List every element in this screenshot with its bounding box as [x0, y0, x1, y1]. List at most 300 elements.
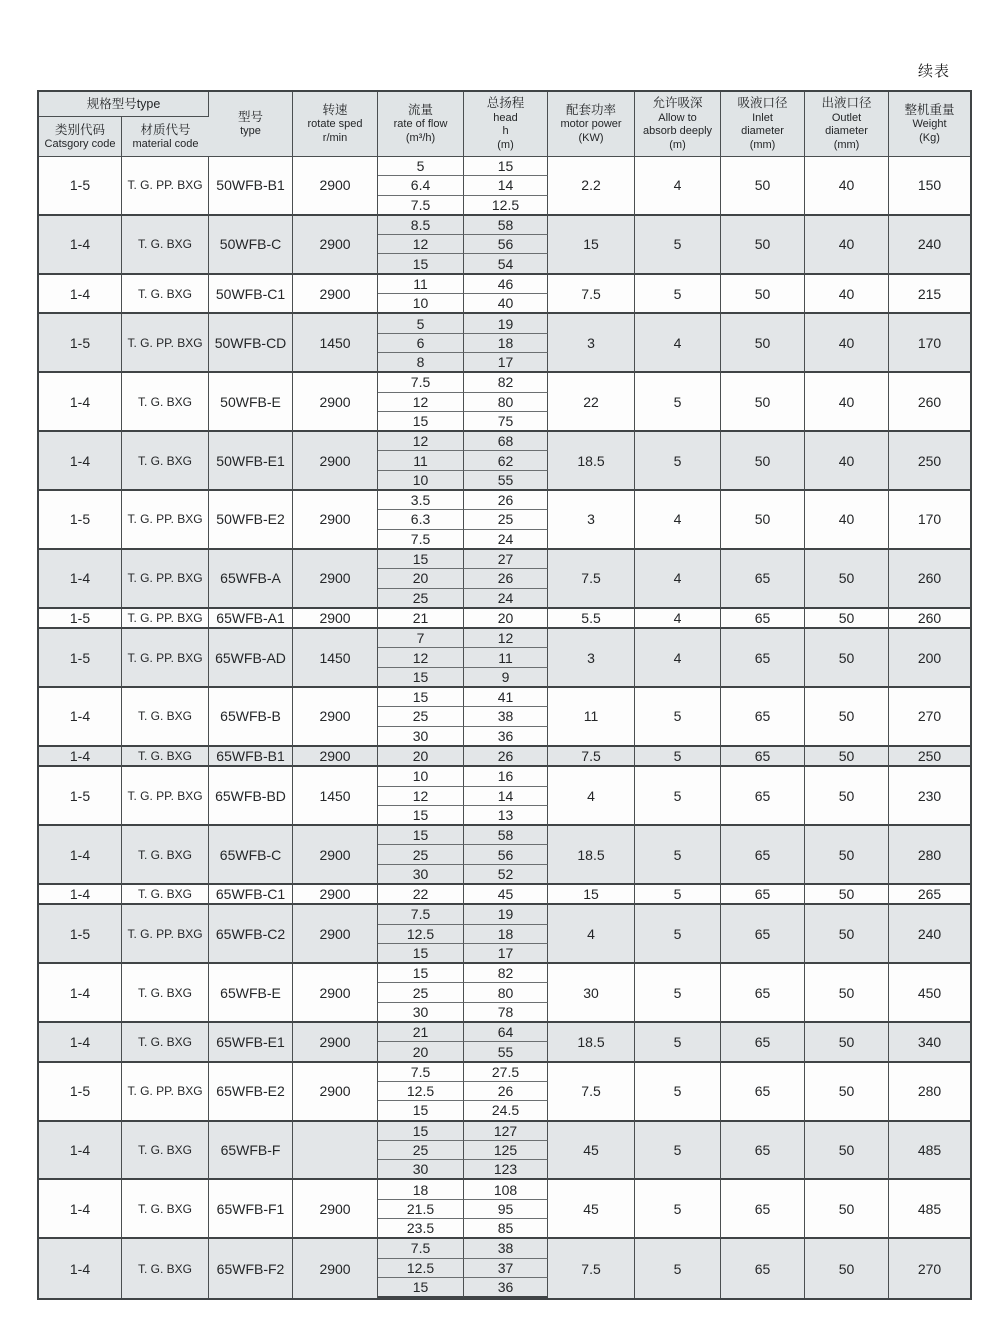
motor-power-cell: 3 — [548, 491, 635, 550]
head-value-cell: 80 — [464, 393, 548, 412]
weight-cell: 260 — [889, 550, 970, 609]
header-category-code: 类别代码 Catsgory code — [39, 117, 122, 157]
category-code-cell: 1-4 — [39, 826, 122, 885]
head-value-cell: 19 — [464, 905, 548, 924]
flow-value-cell: 8 — [378, 353, 464, 373]
rotate-speed-cell: 2900 — [293, 1063, 378, 1122]
table-row — [39, 432, 970, 451]
category-code-cell: 1-4 — [39, 550, 122, 609]
weight-cell: 240 — [889, 216, 970, 275]
model-cell: 65WFB-E2 — [209, 1063, 293, 1122]
weight-cell: 230 — [889, 767, 970, 826]
head-value-cell: 13 — [464, 806, 548, 826]
outlet-diameter-cell: 50 — [805, 688, 889, 747]
flow-value-cell: 20 — [378, 1042, 464, 1062]
outlet-diameter-cell: 40 — [805, 216, 889, 275]
flow-value-cell: 30 — [378, 865, 464, 885]
rotate-speed-cell: 2900 — [293, 609, 378, 629]
suction-depth-cell: 5 — [635, 1023, 721, 1063]
material-code-cell: T. G. BXG — [122, 432, 209, 491]
model-cell: 65WFB-B1 — [209, 747, 293, 767]
category-code-cell: 1-4 — [39, 373, 122, 432]
category-code-cell: 1-5 — [39, 767, 122, 826]
head-value-cell: 78 — [464, 1003, 548, 1023]
table-row — [39, 1239, 970, 1258]
flow-value-cell: 7.5 — [378, 373, 464, 392]
inlet-diameter-cell: 65 — [721, 609, 805, 629]
flow-value-cell: 10 — [378, 294, 464, 314]
rotate-speed-cell — [293, 1122, 378, 1181]
head-value-cell: 68 — [464, 432, 548, 451]
inlet-diameter-cell: 65 — [721, 905, 805, 964]
material-code-cell: T. G. BXG — [122, 1023, 209, 1063]
head-value-cell: 56 — [464, 235, 548, 254]
header-weight: 整机重量 Weight (Kg) — [889, 92, 970, 157]
weight-cell: 270 — [889, 1239, 970, 1298]
head-value-cell: 26 — [464, 1082, 548, 1101]
weight-cell: 260 — [889, 373, 970, 432]
material-code-cell: T. G. BXG — [122, 275, 209, 315]
head-value-cell: 64 — [464, 1023, 548, 1042]
flow-value-cell: 21.5 — [378, 1200, 464, 1219]
continued-table-label: 续表 — [917, 63, 950, 80]
outlet-diameter-cell: 50 — [805, 1063, 889, 1122]
inlet-diameter-cell: 50 — [721, 157, 805, 216]
rotate-speed-cell: 2900 — [293, 275, 378, 315]
material-code-cell: T. G. PP. BXG — [122, 609, 209, 629]
flow-value-cell: 7.5 — [378, 530, 464, 550]
category-code-cell: 1-4 — [39, 216, 122, 275]
rotate-speed-cell: 2900 — [293, 826, 378, 885]
suction-depth-cell: 5 — [635, 1180, 721, 1239]
category-code-cell: 1-4 — [39, 1180, 122, 1239]
head-value-cell: 26 — [464, 747, 548, 767]
flow-value-cell: 30 — [378, 727, 464, 747]
head-value-cell: 82 — [464, 964, 548, 983]
flow-value-cell: 15 — [378, 806, 464, 826]
motor-power-cell: 2.2 — [548, 157, 635, 216]
material-code-cell: T. G. PP. BXG — [122, 767, 209, 826]
flow-value-cell: 10 — [378, 471, 464, 491]
material-code-cell: T. G. BXG — [122, 373, 209, 432]
inlet-diameter-cell: 65 — [721, 885, 805, 905]
model-cell: 50WFB-E2 — [209, 491, 293, 550]
category-code-cell: 1-4 — [39, 1023, 122, 1063]
head-value-cell: 17 — [464, 944, 548, 964]
outlet-diameter-cell: 40 — [805, 157, 889, 216]
head-value-cell: 40 — [464, 294, 548, 314]
outlet-diameter-cell: 50 — [805, 1180, 889, 1239]
head-value-cell: 62 — [464, 451, 548, 470]
material-code-cell: T. G. BXG — [122, 747, 209, 767]
flow-value-cell: 20 — [378, 747, 464, 767]
flow-value-cell: 5 — [378, 157, 464, 176]
outlet-diameter-cell: 50 — [805, 1122, 889, 1181]
table-row — [39, 216, 970, 235]
suction-depth-cell: 4 — [635, 550, 721, 609]
head-value-cell: 20 — [464, 609, 548, 629]
category-code-cell: 1-4 — [39, 885, 122, 905]
material-code-cell: T. G. BXG — [122, 964, 209, 1023]
flow-value-cell: 11 — [378, 275, 464, 294]
motor-power-cell: 7.5 — [548, 1063, 635, 1122]
flow-value-cell: 15 — [378, 550, 464, 569]
rotate-speed-cell: 2900 — [293, 216, 378, 275]
suction-depth-cell: 5 — [635, 275, 721, 315]
motor-power-cell: 45 — [548, 1180, 635, 1239]
flow-value-cell: 22 — [378, 885, 464, 905]
table-row — [39, 767, 970, 786]
head-value-cell: 26 — [464, 569, 548, 588]
flow-value-cell: 15 — [378, 1278, 464, 1298]
material-code-cell: T. G. PP. BXG — [122, 550, 209, 609]
flow-value-cell: 15 — [378, 826, 464, 845]
table-row — [39, 747, 970, 767]
flow-value-cell: 7.5 — [378, 196, 464, 216]
head-value-cell: 58 — [464, 826, 548, 845]
pump-spec-table — [37, 90, 972, 1300]
model-cell: 50WFB-E — [209, 373, 293, 432]
suction-depth-cell: 4 — [635, 314, 721, 373]
head-value-cell: 27.5 — [464, 1063, 548, 1082]
suction-depth-cell: 5 — [635, 216, 721, 275]
category-code-cell: 1-5 — [39, 905, 122, 964]
flow-value-cell: 12.5 — [378, 1259, 464, 1278]
table-row — [39, 1023, 970, 1042]
weight-cell: 250 — [889, 747, 970, 767]
head-value-cell: 24.5 — [464, 1101, 548, 1121]
table-body — [39, 157, 970, 1298]
outlet-diameter-cell: 50 — [805, 905, 889, 964]
flow-value-cell: 12 — [378, 432, 464, 451]
material-code-cell: T. G. BXG — [122, 1239, 209, 1298]
inlet-diameter-cell: 65 — [721, 1023, 805, 1063]
model-cell: 50WFB-B1 — [209, 157, 293, 216]
material-code-cell: T. G. PP. BXG — [122, 1063, 209, 1122]
inlet-diameter-cell: 50 — [721, 314, 805, 373]
flow-value-cell: 3.5 — [378, 491, 464, 510]
rotate-speed-cell: 2900 — [293, 688, 378, 747]
suction-depth-cell: 4 — [635, 491, 721, 550]
table-header — [39, 92, 970, 157]
weight-cell: 270 — [889, 688, 970, 747]
head-value-cell: 41 — [464, 688, 548, 707]
material-code-cell: T. G. BXG — [122, 1122, 209, 1181]
category-code-cell: 1-4 — [39, 432, 122, 491]
outlet-diameter-cell: 50 — [805, 1023, 889, 1063]
material-code-cell: T. G. BXG — [122, 826, 209, 885]
motor-power-cell: 45 — [548, 1122, 635, 1181]
inlet-diameter-cell: 65 — [721, 767, 805, 826]
category-code-cell: 1-4 — [39, 688, 122, 747]
inlet-diameter-cell: 65 — [721, 1180, 805, 1239]
category-code-cell: 1-4 — [39, 1122, 122, 1181]
rotate-speed-cell: 2900 — [293, 373, 378, 432]
inlet-diameter-cell: 50 — [721, 373, 805, 432]
inlet-diameter-cell: 50 — [721, 491, 805, 550]
category-code-cell: 1-5 — [39, 491, 122, 550]
motor-power-cell: 7.5 — [548, 1239, 635, 1298]
outlet-diameter-cell: 50 — [805, 609, 889, 629]
motor-power-cell: 3 — [548, 314, 635, 373]
outlet-diameter-cell: 50 — [805, 747, 889, 767]
flow-value-cell: 25 — [378, 845, 464, 864]
model-cell: 65WFB-BD — [209, 767, 293, 826]
head-value-cell: 14 — [464, 176, 548, 195]
table-row — [39, 905, 970, 924]
suction-depth-cell: 5 — [635, 767, 721, 826]
material-code-cell: T. G. PP. BXG — [122, 629, 209, 688]
rotate-speed-cell: 2900 — [293, 1180, 378, 1239]
head-value-cell: 46 — [464, 275, 548, 294]
motor-power-cell: 11 — [548, 688, 635, 747]
table-row — [39, 314, 970, 333]
material-code-cell: T. G. BXG — [122, 885, 209, 905]
head-value-cell: 18 — [464, 925, 548, 944]
head-value-cell: 52 — [464, 865, 548, 885]
flow-value-cell: 7.5 — [378, 1063, 464, 1082]
table-row — [39, 964, 970, 983]
inlet-diameter-cell: 65 — [721, 747, 805, 767]
table-row — [39, 688, 970, 707]
rotate-speed-cell: 2900 — [293, 905, 378, 964]
weight-cell: 215 — [889, 275, 970, 315]
flow-value-cell: 6 — [378, 334, 464, 353]
flow-value-cell: 7 — [378, 629, 464, 648]
category-code-cell: 1-5 — [39, 629, 122, 688]
inlet-diameter-cell: 65 — [721, 964, 805, 1023]
suction-depth-cell: 5 — [635, 964, 721, 1023]
material-code-cell: T. G. PP. BXG — [122, 314, 209, 373]
model-cell: 65WFB-C — [209, 826, 293, 885]
category-code-cell: 1-4 — [39, 275, 122, 315]
flow-value-cell: 30 — [378, 1003, 464, 1023]
header-spec-type: 规格型号type — [39, 92, 209, 117]
head-value-cell: 123 — [464, 1160, 548, 1180]
rotate-speed-cell: 1450 — [293, 767, 378, 826]
header-material-code: 材质代号 material code — [122, 117, 209, 157]
material-code-cell: T. G. BXG — [122, 688, 209, 747]
motor-power-cell: 4 — [548, 905, 635, 964]
table-row — [39, 629, 970, 648]
material-code-cell: T. G. PP. BXG — [122, 491, 209, 550]
flow-value-cell: 12.5 — [378, 925, 464, 944]
flow-value-cell: 10 — [378, 767, 464, 786]
inlet-diameter-cell: 65 — [721, 1063, 805, 1122]
weight-cell: 280 — [889, 1063, 970, 1122]
flow-value-cell: 15 — [378, 668, 464, 688]
weight-cell: 260 — [889, 609, 970, 629]
table-row — [39, 157, 970, 176]
inlet-diameter-cell: 50 — [721, 275, 805, 315]
motor-power-cell: 5.5 — [548, 609, 635, 629]
head-value-cell: 58 — [464, 216, 548, 235]
flow-value-cell: 12 — [378, 235, 464, 254]
head-value-cell: 24 — [464, 530, 548, 550]
head-value-cell: 82 — [464, 373, 548, 392]
flow-value-cell: 15 — [378, 964, 464, 983]
head-value-cell: 12 — [464, 629, 548, 648]
flow-value-cell: 25 — [378, 589, 464, 609]
head-value-cell: 26 — [464, 491, 548, 510]
flow-value-cell: 21 — [378, 1023, 464, 1042]
flow-value-cell: 11 — [378, 451, 464, 470]
rotate-speed-cell: 2900 — [293, 432, 378, 491]
weight-cell: 240 — [889, 905, 970, 964]
model-cell: 65WFB-A1 — [209, 609, 293, 629]
flow-value-cell: 6.3 — [378, 510, 464, 529]
head-value-cell: 108 — [464, 1180, 548, 1199]
head-value-cell: 38 — [464, 1239, 548, 1258]
outlet-diameter-cell: 40 — [805, 314, 889, 373]
material-code-cell: T. G. BXG — [122, 216, 209, 275]
head-value-cell: 19 — [464, 314, 548, 333]
category-code-cell: 1-5 — [39, 609, 122, 629]
head-value-cell: 24 — [464, 589, 548, 609]
table-row — [39, 885, 970, 905]
flow-value-cell: 15 — [378, 1101, 464, 1121]
flow-value-cell: 15 — [378, 688, 464, 707]
suction-depth-cell: 4 — [635, 629, 721, 688]
table-row — [39, 491, 970, 510]
head-value-cell: 37 — [464, 1259, 548, 1278]
inlet-diameter-cell: 50 — [721, 216, 805, 275]
outlet-diameter-cell: 50 — [805, 550, 889, 609]
header-suction-depth: 允许吸深 Allow to absorb deeply (m) — [635, 92, 721, 157]
suction-depth-cell: 5 — [635, 688, 721, 747]
suction-depth-cell: 5 — [635, 747, 721, 767]
rotate-speed-cell: 2900 — [293, 550, 378, 609]
motor-power-cell: 7.5 — [548, 275, 635, 315]
head-value-cell: 55 — [464, 1042, 548, 1062]
outlet-diameter-cell: 40 — [805, 432, 889, 491]
inlet-diameter-cell: 65 — [721, 826, 805, 885]
model-cell: 65WFB-F — [209, 1122, 293, 1181]
table-row — [39, 373, 970, 392]
rotate-speed-cell: 2900 — [293, 491, 378, 550]
suction-depth-cell: 5 — [635, 1239, 721, 1298]
head-value-cell: 125 — [464, 1141, 548, 1160]
weight-cell: 170 — [889, 491, 970, 550]
model-cell: 50WFB-C1 — [209, 275, 293, 315]
flow-value-cell: 15 — [378, 412, 464, 432]
motor-power-cell: 22 — [548, 373, 635, 432]
suction-depth-cell: 5 — [635, 826, 721, 885]
flow-value-cell: 6.4 — [378, 176, 464, 195]
weight-cell: 340 — [889, 1023, 970, 1063]
category-code-cell: 1-5 — [39, 1063, 122, 1122]
head-value-cell: 17 — [464, 353, 548, 373]
rotate-speed-cell: 2900 — [293, 1023, 378, 1063]
weight-cell: 170 — [889, 314, 970, 373]
head-value-cell: 80 — [464, 983, 548, 1002]
model-cell: 65WFB-A — [209, 550, 293, 609]
model-cell: 65WFB-C1 — [209, 885, 293, 905]
head-value-cell: 36 — [464, 727, 548, 747]
header-total-head: 总扬程 head h (m) — [464, 92, 548, 157]
outlet-diameter-cell: 50 — [805, 629, 889, 688]
weight-cell: 150 — [889, 157, 970, 216]
flow-value-cell: 8.5 — [378, 216, 464, 235]
flow-value-cell: 25 — [378, 983, 464, 1002]
category-code-cell: 1-4 — [39, 964, 122, 1023]
flow-value-cell: 12 — [378, 393, 464, 412]
flow-value-cell: 18 — [378, 1180, 464, 1199]
flow-value-cell: 20 — [378, 569, 464, 588]
motor-power-cell: 7.5 — [548, 550, 635, 609]
weight-cell: 485 — [889, 1122, 970, 1181]
rotate-speed-cell: 2900 — [293, 1239, 378, 1298]
head-value-cell: 25 — [464, 510, 548, 529]
header-outlet-diameter: 出液口径 Outlet diameter (mm) — [805, 92, 889, 157]
flow-value-cell: 25 — [378, 707, 464, 726]
head-value-cell: 15 — [464, 157, 548, 176]
header-inlet-diameter: 吸液口径 Inlet diameter (mm) — [721, 92, 805, 157]
outlet-diameter-cell: 40 — [805, 491, 889, 550]
motor-power-cell: 7.5 — [548, 747, 635, 767]
suction-depth-cell: 5 — [635, 432, 721, 491]
outlet-diameter-cell: 50 — [805, 767, 889, 826]
flow-value-cell: 15 — [378, 944, 464, 964]
flow-value-cell: 15 — [378, 254, 464, 274]
head-value-cell: 127 — [464, 1122, 548, 1141]
model-cell: 65WFB-E — [209, 964, 293, 1023]
suction-depth-cell: 5 — [635, 885, 721, 905]
rotate-speed-cell: 1450 — [293, 314, 378, 373]
model-cell: 50WFB-E1 — [209, 432, 293, 491]
header-rotate-speed: 转速 rotate sped r/min — [293, 92, 378, 157]
head-value-cell: 18 — [464, 334, 548, 353]
weight-cell: 485 — [889, 1180, 970, 1239]
model-cell: 65WFB-E1 — [209, 1023, 293, 1063]
inlet-diameter-cell: 65 — [721, 1122, 805, 1181]
outlet-diameter-cell: 50 — [805, 826, 889, 885]
inlet-diameter-cell: 65 — [721, 629, 805, 688]
model-cell: 65WFB-F1 — [209, 1180, 293, 1239]
weight-cell: 450 — [889, 964, 970, 1023]
material-code-cell: T. G. PP. BXG — [122, 905, 209, 964]
suction-depth-cell: 4 — [635, 609, 721, 629]
flow-value-cell: 12.5 — [378, 1082, 464, 1101]
suction-depth-cell: 5 — [635, 1122, 721, 1181]
motor-power-cell: 3 — [548, 629, 635, 688]
rotate-speed-cell: 1450 — [293, 629, 378, 688]
head-value-cell: 45 — [464, 885, 548, 905]
flow-value-cell: 12 — [378, 648, 464, 667]
suction-depth-cell: 5 — [635, 1063, 721, 1122]
motor-power-cell: 18.5 — [548, 826, 635, 885]
suction-depth-cell: 5 — [635, 373, 721, 432]
head-value-cell: 85 — [464, 1219, 548, 1239]
header-motor-power: 配套功率 motor power (KW) — [548, 92, 635, 157]
model-cell: 65WFB-B — [209, 688, 293, 747]
outlet-diameter-cell: 40 — [805, 373, 889, 432]
inlet-diameter-cell: 65 — [721, 1239, 805, 1298]
flow-value-cell: 7.5 — [378, 905, 464, 924]
weight-cell: 250 — [889, 432, 970, 491]
head-value-cell: 75 — [464, 412, 548, 432]
category-code-cell: 1-4 — [39, 1239, 122, 1298]
motor-power-cell: 4 — [548, 767, 635, 826]
motor-power-cell: 18.5 — [548, 1023, 635, 1063]
category-code-cell: 1-5 — [39, 314, 122, 373]
inlet-diameter-cell: 65 — [721, 550, 805, 609]
head-value-cell: 11 — [464, 648, 548, 667]
category-code-cell: 1-5 — [39, 157, 122, 216]
outlet-diameter-cell: 40 — [805, 275, 889, 315]
table-row — [39, 1180, 970, 1199]
flow-value-cell: 25 — [378, 1141, 464, 1160]
